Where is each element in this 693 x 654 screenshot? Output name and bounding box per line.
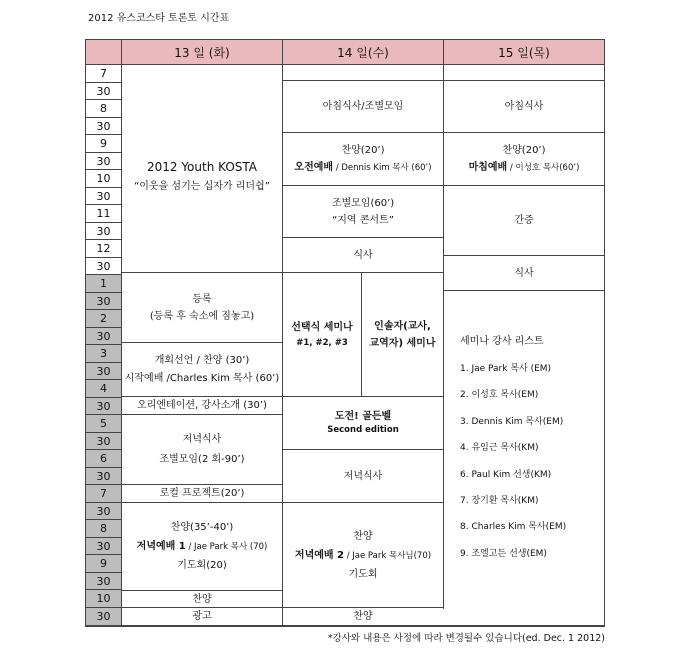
time-label: 7 (86, 485, 121, 502)
group-meeting-13: 조별모임(2 회-90’) (159, 453, 245, 465)
praise-last-14: 찬양 (353, 611, 373, 622)
doc-title: 2012 유스코스타 토론토 시간표 (88, 13, 230, 24)
list-item: 4. 유임근 목사(KM) (460, 443, 539, 454)
speaker-list-title: 세미나 강사 리스트 (460, 336, 544, 347)
kosta-theme: “이웃을 섬기는 십자가 리더쉽” (134, 180, 270, 192)
local-concert: “지역 콘서트” (332, 214, 394, 226)
evening-prayer-13: 기도회(20) (177, 560, 227, 571)
group-block-14 (283, 186, 443, 237)
time-label: 30 (96, 224, 111, 238)
list-item: 1. Jae Park 목사 (EM) (460, 364, 552, 374)
lunch-15: 식사 (514, 267, 534, 279)
time-label: 10 (96, 172, 111, 185)
time-label: 30 (86, 433, 121, 450)
morning-praise-14: 찬양(20’) (341, 145, 385, 156)
evening-praise-13: 찬양(35’-40’) (170, 522, 234, 533)
lunch-14: 식사 (353, 249, 373, 261)
time-label: 30 (96, 119, 111, 133)
closing-praise-15: 찬양(20’) (502, 145, 546, 156)
kosta-title: 2012 Youth KOSTA (146, 160, 258, 175)
time-label: 9 (100, 137, 107, 150)
group-meeting-14: 조별모임(60’) (331, 197, 395, 209)
time-label: 30 (86, 328, 121, 345)
dinner-13: 저녁식사 (182, 433, 222, 445)
time-label: 30 (86, 608, 121, 625)
time-label: 30 (96, 189, 111, 203)
header-day-13: 13 일 (화) (122, 40, 282, 64)
closing-block-15 (444, 133, 604, 185)
kosta-block (122, 80, 282, 272)
list-item: 9. 조엘고든 선생(EM) (460, 548, 547, 559)
time-label: 7 (100, 67, 107, 80)
evening-prayer-14: 기도회 (348, 568, 378, 580)
time-label: 30 (86, 363, 121, 380)
dinner-14: 저녁식사 (343, 470, 383, 482)
footnote: *강사와 내용은 사정에 따라 변경될수 있습니다(ed. Dec. 1 2012) (327, 633, 605, 644)
local-project: 로컬 프로젝트(20’) (159, 488, 245, 499)
list-item: 2. 이성호 목사(EM) (460, 390, 539, 401)
time-label: 11 (96, 207, 111, 220)
praise-10: 찬양 (192, 593, 212, 605)
seminar-elective-title: 선택식 세미나 (291, 321, 353, 333)
closing-worship-15: 마침예배 / 이성호 목사(60’) (468, 162, 580, 173)
breakfast-14: 아침식사/조별모임 (322, 101, 404, 112)
seminar-leaders-line1: 인솔자(교사, (374, 320, 431, 332)
morning-worship-14: 오전예배 / Dennis Kim 목사 (60’) (294, 162, 432, 173)
morning-block-14 (283, 133, 443, 185)
time-label: 2 (86, 310, 121, 327)
time-label: 6 (86, 450, 121, 467)
list-item: 7. 장기환 목사(KM) (460, 495, 539, 506)
seminar-elective-sub: #1, #2, #3 (296, 337, 348, 348)
opening-worship: 시작예배 /Charles Kim 목사 (60’) (124, 372, 280, 384)
time-label: 30 (96, 154, 111, 168)
evening-worship-13: 저녁예배 1 / Jae Park 목사 (70) (136, 541, 268, 552)
golden-bell-sub: Second edition (327, 425, 399, 436)
time-label: 30 (86, 573, 121, 590)
list-item: 6. Paul Kim 선생(KM) (460, 469, 552, 480)
time-label: 30 (86, 398, 121, 415)
time-label: 30 (96, 259, 111, 273)
time-label: 4 (86, 380, 121, 397)
opening-block (122, 343, 282, 396)
time-label: 30 (86, 503, 121, 520)
golden-bell-title: 도전! 골든벨 (334, 411, 392, 423)
opening-praise: 개회선언 / 찬양 (30’) (154, 354, 250, 366)
evening-block-13 (122, 503, 282, 590)
seminar-leaders (362, 273, 443, 396)
dinner-block-13 (122, 415, 282, 484)
testimony: 간증 (514, 215, 534, 226)
golden-bell (283, 397, 443, 449)
evening-block-14 (283, 503, 443, 607)
seminar-elective (283, 273, 361, 396)
seminar-leaders-line2: 교역자) 세미나 (369, 337, 436, 349)
registration-block (122, 273, 282, 342)
orientation: 오리엔테이션, 강사소개 (30’) (137, 400, 267, 411)
time-label: 10 (86, 590, 121, 607)
header-day-15: 15 일(목) (444, 40, 604, 64)
evening-praise-14: 찬양 (353, 530, 373, 542)
list-item: 8. Charles Kim 목사(EM) (460, 522, 567, 533)
header-gutter (86, 40, 121, 64)
time-label: 1 (86, 275, 121, 292)
header-day-14: 14 일(수) (283, 40, 443, 64)
time-label: 5 (86, 415, 121, 432)
seminar-speaker-list (460, 332, 566, 572)
time-label: 30 (86, 293, 121, 310)
time-label: 3 (86, 345, 121, 362)
time-label: 9 (86, 555, 121, 572)
list-item: 3. Dennis Kim 목사(EM) (460, 416, 564, 427)
registration-title: 등록 (192, 293, 212, 305)
time-label: 8 (86, 520, 121, 537)
time-label: 30 (86, 468, 121, 485)
time-label: 30 (96, 84, 111, 98)
registration-note: (등록 후 숙소에 짐놓고) (149, 310, 255, 322)
time-label: 12 (96, 242, 111, 255)
time-label: 30 (86, 538, 121, 555)
breakfast-15: 아침식사 (504, 101, 544, 112)
evening-worship-14: 저녁예배 2 / Jae Park 목사님(70) (294, 549, 432, 561)
time-label: 8 (100, 102, 107, 115)
announcements: 광고 (192, 611, 212, 622)
